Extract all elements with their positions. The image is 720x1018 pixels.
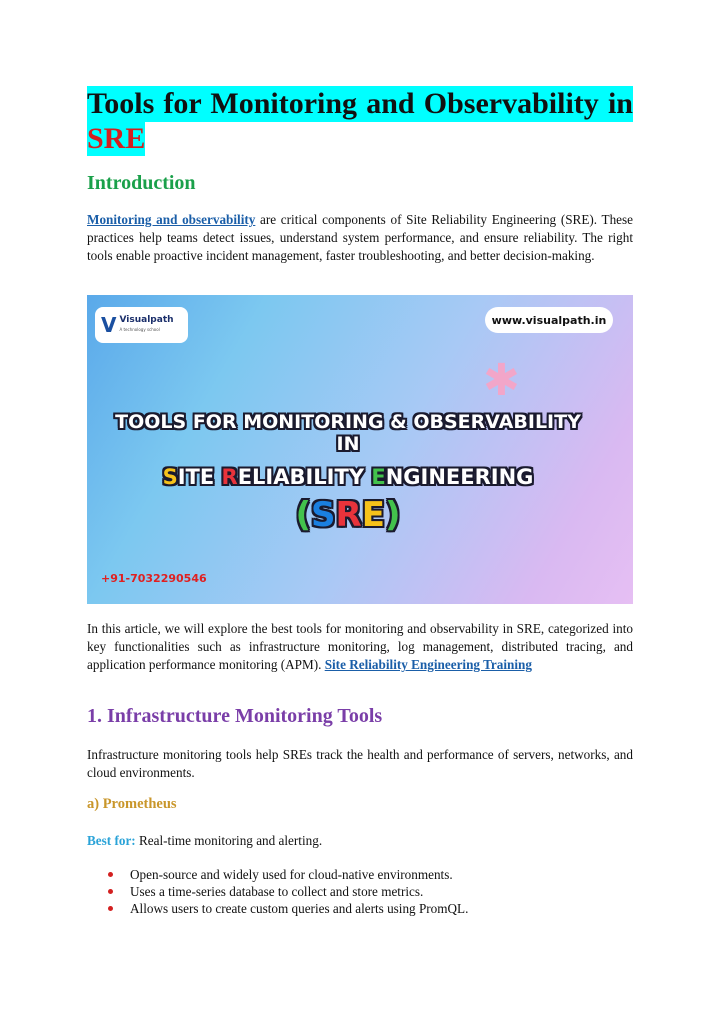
title-line-1: Tools for Monitoring and Observability in: [87, 87, 633, 120]
article-paragraph: [87, 620, 633, 674]
monitoring-observability-link[interactable]: Monitoring and observability: [87, 212, 256, 227]
banner-phone: +91-7032290546: [101, 572, 207, 585]
article-text: In this article, we will explore the best tools for monitoring and observability in SRE, categorized into key functionalities such as infrastructure monitoring, log management, distributed tracing, and application performance monitoring (APM).: [87, 621, 633, 672]
bullet-icon: [108, 906, 113, 911]
visualpath-logo-icon: V: [101, 313, 117, 337]
banner-url: www.visualpath.in: [485, 307, 613, 333]
section1-paragraph: Infrastructure monitoring tools help SREs track the health and performance of servers, networks, and cloud environments.: [87, 747, 633, 780]
logo-name: Visualpath: [119, 315, 174, 325]
banner-line-4: (SRE): [295, 495, 401, 535]
bullet-icon: [108, 889, 113, 894]
best-for-label: Best for:: [87, 833, 136, 848]
list-item: Allows users to create custom queries and alerts using PromQL.: [87, 900, 633, 917]
intro-heading: Introduction: [87, 172, 196, 194]
title-line-2: SRE: [87, 122, 146, 155]
list-item: Uses a time-series database to collect and store metrics.: [87, 883, 633, 900]
bullet-icon: [108, 872, 113, 877]
sre-training-link[interactable]: Site Reliability Engineering Training: [324, 657, 532, 672]
banner-line-2: IN: [336, 433, 360, 455]
prometheus-bullet-list: [87, 866, 633, 917]
list-item: Open-source and widely used for cloud-native environments.: [87, 866, 633, 883]
document-title: [87, 86, 633, 156]
logo-tagline: A technology school: [119, 327, 160, 332]
banner-image: [87, 295, 633, 604]
visualpath-logo: [95, 307, 188, 343]
subsection-heading-prometheus: a) Prometheus: [87, 796, 177, 812]
asterisk-icon: ✱: [483, 355, 520, 406]
section-heading-infrastructure: 1. Infrastructure Monitoring Tools: [87, 705, 383, 727]
best-for-line: [87, 832, 322, 850]
banner-line-1: TOOLS FOR MONITORING & OBSERVABILITY: [115, 411, 581, 433]
intro-paragraph: [87, 211, 633, 265]
banner-line-3: SITE RELIABILITY ENGINEERING: [162, 465, 534, 489]
best-for-text: Real-time monitoring and alerting.: [135, 833, 323, 848]
intro-text: are critical components of Site Reliability Engineering (SRE). These practices help teams detect issues, understand system performance, and ensure reliability. The right tools enable proactive incident management, faster troubleshooting, and better decision-making.: [87, 212, 634, 263]
